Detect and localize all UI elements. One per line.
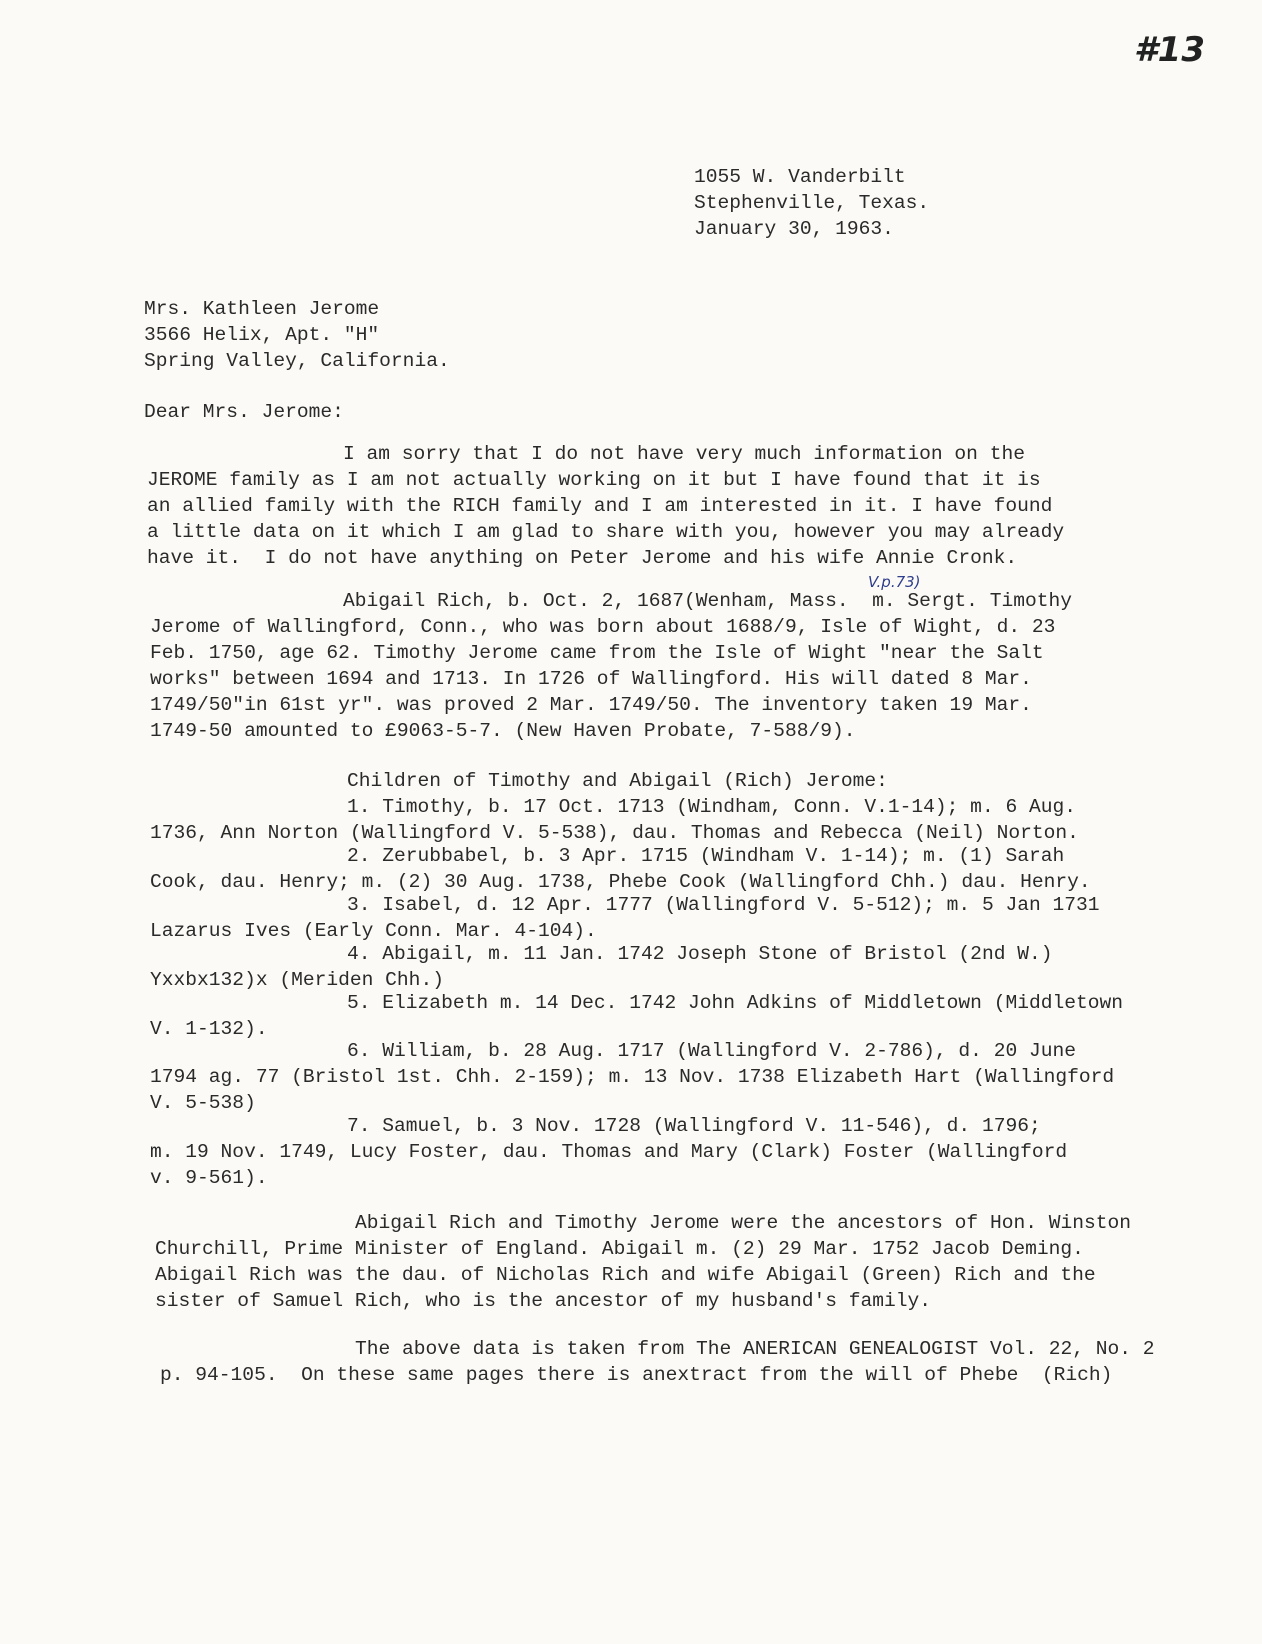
text-line: Abigail Rich and Timothy Jerome were the ancestors of Hon. Winston <box>355 1212 1132 1234</box>
handwritten-note: V.p.73) <box>868 573 921 591</box>
list-item: Lazarus Ives (Early Conn. Mar. 4-104). <box>150 920 597 942</box>
list-item: V. 5-538) <box>150 1092 256 1114</box>
list-item: 5. Elizabeth m. 14 Dec. 1742 John Adkins of Middletown (Middletown <box>347 992 1124 1014</box>
text-line: Feb. 1750, age 62. Timothy Jerome came from the Isle of Wight "near the Salt <box>150 642 1044 664</box>
list-item: 2. Zerubbabel, b. 3 Apr. 1715 (Windham V. 1-14); m. (1) Sarah <box>347 845 1065 867</box>
page-number: #13 <box>1134 30 1205 70</box>
text-line: JEROME family as I am not actually working on it but I have found that it is <box>147 469 1041 491</box>
recipient-line: Mrs. Kathleen Jerome <box>144 298 380 320</box>
text-line: p. 94-105. On these same pages there is anextract from the will of Phebe (Rich) <box>160 1364 1113 1386</box>
text-line: works" between 1694 and 1713. In 1726 of Wallingford. His will dated 8 Mar. <box>150 668 1032 690</box>
list-item: 1736, Ann Norton (Wallingford V. 5-538), dau. Thomas and Rebecca (Neil) Norton. <box>150 822 1079 844</box>
children-heading: Children of Timothy and Abigail (Rich) Jerome: <box>347 770 888 792</box>
text-line: sister of Samuel Rich, who is the ancestor of my husband's family. <box>155 1290 932 1312</box>
list-item: 7. Samuel, b. 3 Nov. 1728 (Wallingford V. 11-546), d. 1796; <box>347 1115 1041 1137</box>
list-item: Cook, dau. Henry; m. (2) 30 Aug. 1738, Phebe Cook (Wallingford Chh.) dau. Henry. <box>150 871 1091 893</box>
text-line: 1749/50"in 61st yr". was proved 2 Mar. 1749/50. The inventory taken 19 Mar. <box>150 694 1032 716</box>
text-line: I am sorry that I do not have very much information on the <box>343 443 1025 465</box>
recipient-line: Spring Valley, California. <box>144 350 450 372</box>
text-line: Abigail Rich, b. Oct. 2, 1687(Wenham, Mass. m. Sergt. Timothy <box>343 590 1073 612</box>
address-line: Stephenville, Texas. <box>694 192 930 214</box>
text-line: have it. I do not have anything on Peter Jerome and his wife Annie Cronk. <box>147 547 1018 569</box>
text-line: an allied family with the RICH family and I am interested in it. I have found <box>147 495 1053 517</box>
text-line: Jerome of Wallingford, Conn., who was born about 1688/9, Isle of Wight, d. 23 <box>150 616 1056 638</box>
text-line: a little data on it which I am glad to share with you, however you may already <box>147 521 1065 543</box>
text-line: Abigail Rich was the dau. of Nicholas Rich and wife Abigail (Green) Rich and the <box>155 1264 1096 1286</box>
list-item: 3. Isabel, d. 12 Apr. 1777 (Wallingford V. 5-512); m. 5 Jan 1731 <box>347 894 1100 916</box>
text-line: Churchill, Prime Minister of England. Abigail m. (2) 29 Mar. 1752 Jacob Deming. <box>155 1238 1084 1260</box>
salutation: Dear Mrs. Jerome: <box>144 401 344 423</box>
recipient-line: 3566 Helix, Apt. "H" <box>144 324 380 346</box>
list-item: 6. William, b. 28 Aug. 1717 (Wallingford V. 2-786), d. 20 June <box>347 1040 1077 1062</box>
address-line: January 30, 1963. <box>694 218 894 240</box>
list-item: Yxxbx132)x (Meriden Chh.) <box>150 969 444 991</box>
text-line: The above data is taken from The ANERICAN GENEALOGIST Vol. 22, No. 2 <box>355 1338 1155 1360</box>
list-item: 4. Abigail, m. 11 Jan. 1742 Joseph Stone of Bristol (2nd W.) <box>347 943 1053 965</box>
list-item: m. 19 Nov. 1749, Lucy Foster, dau. Thomas and Mary (Clark) Foster (Wallingford <box>150 1141 1068 1163</box>
address-line: 1055 W. Vanderbilt <box>694 166 906 188</box>
list-item: V. 1-132). <box>150 1018 268 1040</box>
list-item: 1794 ag. 77 (Bristol 1st. Chh. 2-159); m. 13 Nov. 1738 Elizabeth Hart (Wallingford <box>150 1066 1115 1088</box>
list-item: v. 9-561). <box>150 1167 268 1189</box>
list-item: 1. Timothy, b. 17 Oct. 1713 (Windham, Conn. V.1-14); m. 6 Aug. <box>347 796 1077 818</box>
text-line: 1749-50 amounted to £9063-5-7. (New Haven Probate, 7-588/9). <box>150 720 856 742</box>
